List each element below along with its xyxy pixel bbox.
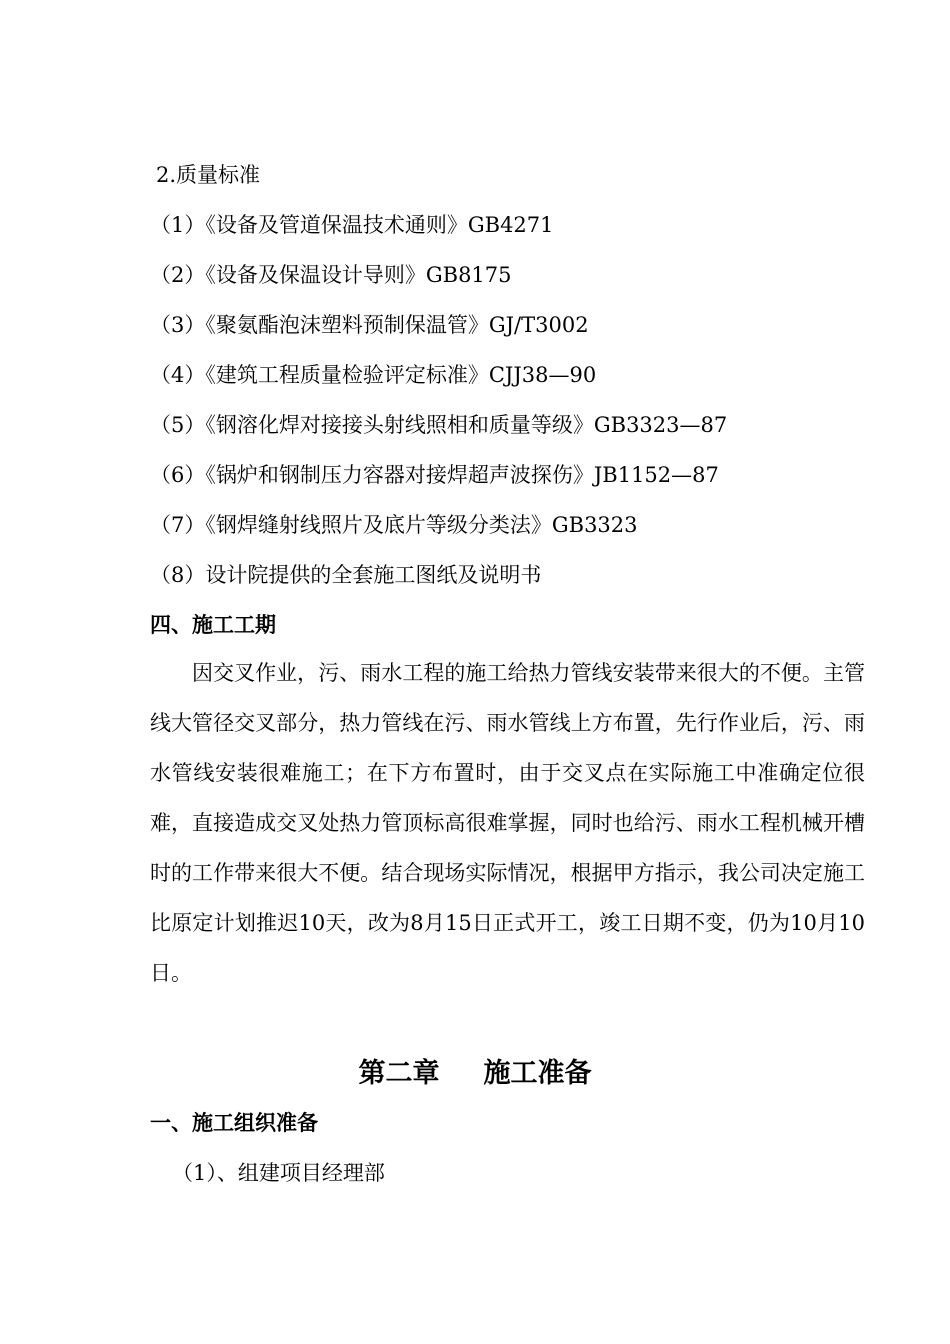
standard-item-1: （1）《设备及管道保温技术通则》GB4271 bbox=[150, 213, 554, 237]
standard-item-2: （2）《设备及保温设计导则》GB8175 bbox=[150, 263, 512, 287]
quality-standards-title: 2.质量标准 bbox=[156, 163, 261, 187]
section-heading-schedule: 四、施工工期 bbox=[150, 613, 276, 637]
standard-item-8: （8）设计院提供的全套施工图纸及说明书 bbox=[150, 563, 542, 587]
standard-item-4: （4）《建筑工程质量检验评定标准》CJJ38—90 bbox=[150, 363, 597, 387]
standard-item-6: （6）《锅炉和钢制压力容器对接焊超声波探伤》JB1152—87 bbox=[150, 463, 719, 487]
organization-item-1: （1）、组建项目经理部 bbox=[172, 1161, 385, 1185]
chapter-number: 第二章 bbox=[358, 1058, 440, 1089]
chapter-title bbox=[0, 1056, 950, 1092]
section-heading-organization: 一、施工组织准备 bbox=[150, 1111, 318, 1135]
chapter-name: 施工准备 bbox=[483, 1058, 592, 1089]
standard-item-3: （3）《聚氨酯泡沫塑料预制保温管》GJ/T3002 bbox=[150, 313, 589, 337]
schedule-paragraph: 因交叉作业，污、雨水工程的施工给热力管线安装带来很大的不便。主管线大管径交叉部分，热力管线在污、雨水管线上方布置，先行作业后，污、雨水管线安装很难施工；在下方布置时，由于交叉点在实际施工中准确定位很难，直接造成交叉处热力管顶标高很难掌握，同时也给污、雨水工程机械开槽时的工作带来很大不便。结合现场实际情况，根据甲方指示，我公司决定施工比原定计划推迟10天，改为8月15日正式开工，竣工日期不变，仍为10月10日。 bbox=[150, 661, 865, 985]
standard-item-7: （7）《钢焊缝射线照片及底片等级分类法》GB3323 bbox=[150, 513, 638, 537]
standard-item-5: （5）《钢溶化焊对接接头射线照相和质量等级》GB3323—87 bbox=[150, 413, 728, 437]
